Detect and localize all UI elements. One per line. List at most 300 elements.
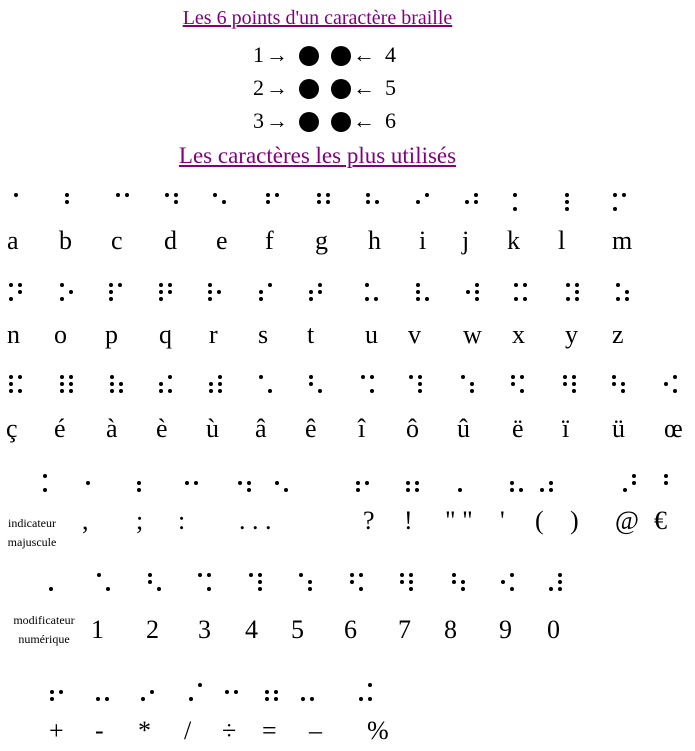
braille-dot — [65, 193, 69, 197]
arrow-right-icon: → — [266, 75, 288, 100]
braille-dot — [18, 290, 22, 294]
braille-dot — [159, 297, 163, 301]
braille-dot — [563, 375, 567, 379]
character-label: g — [315, 226, 328, 255]
braille-dot — [301, 697, 305, 701]
braille-dot — [198, 573, 202, 577]
braille-dot — [366, 200, 370, 204]
braille-dot — [465, 200, 469, 204]
character-label: c — [111, 226, 123, 255]
braille-dot — [375, 200, 379, 204]
braille-dot — [366, 193, 370, 197]
braille-dot — [168, 375, 172, 379]
arrow-right-icon: → — [266, 108, 288, 133]
character-label: 2 — [146, 615, 159, 644]
braille-dot — [356, 481, 360, 485]
braille-dot — [326, 200, 330, 204]
braille-dot — [549, 488, 553, 492]
braille-dot — [274, 697, 278, 701]
character-label: - — [95, 716, 104, 745]
character-label: q — [159, 320, 172, 349]
braille-dot — [110, 375, 114, 379]
braille-dot — [359, 573, 363, 577]
braille-dot — [207, 573, 211, 577]
braille-dot — [194, 481, 198, 485]
braille-dot — [470, 389, 474, 393]
character-label: f — [265, 226, 274, 255]
braille-dot — [109, 283, 113, 287]
braille-dot — [474, 200, 478, 204]
braille-dot — [189, 697, 193, 701]
braille-dot — [416, 200, 420, 204]
braille-dot — [14, 193, 18, 197]
braille-dot — [625, 297, 629, 301]
character-label: œ — [664, 414, 683, 443]
braille-dot — [118, 283, 122, 287]
character-label: % — [367, 716, 389, 745]
braille-dot — [370, 389, 374, 393]
character-label: 7 — [398, 615, 411, 644]
character-label: 9 — [499, 615, 512, 644]
braille-dot — [159, 389, 163, 393]
dot-row-1 — [245, 42, 415, 72]
character-label: + — [49, 716, 64, 745]
braille-dot — [218, 389, 222, 393]
character-label: é — [54, 414, 66, 443]
braille-dot-1 — [299, 46, 319, 66]
braille-dot — [673, 375, 677, 379]
braille-dot — [318, 290, 322, 294]
braille-dot — [60, 297, 64, 301]
braille-dot — [247, 488, 251, 492]
braille-dot — [572, 375, 576, 379]
dot-number-5: 5 — [385, 75, 396, 100]
braille-dot — [452, 580, 456, 584]
character-label: p — [105, 320, 118, 349]
braille-dot — [159, 382, 163, 386]
character-label: o — [54, 320, 67, 349]
character-label: , — [82, 506, 89, 535]
braille-dot — [86, 481, 90, 485]
braille-dot — [400, 580, 404, 584]
braille-dot — [664, 382, 668, 386]
braille-dot-numbering-diagram — [245, 42, 415, 138]
braille-dot — [60, 283, 64, 287]
braille-dot — [418, 375, 422, 379]
braille-dot — [365, 283, 369, 287]
braille-dot — [461, 587, 465, 591]
character-label: ê — [305, 414, 317, 443]
braille-dot — [148, 573, 152, 577]
dot-number-6: 6 — [385, 108, 396, 133]
braille-dot — [96, 697, 100, 701]
character-label: j — [462, 226, 470, 255]
braille-dot — [284, 488, 288, 492]
braille-dot — [632, 474, 636, 478]
braille-dot — [519, 488, 523, 492]
braille-dot — [208, 283, 212, 287]
character-label: / — [184, 716, 192, 745]
braille-dot — [174, 200, 178, 204]
braille-dot — [621, 389, 625, 393]
braille-dot — [566, 297, 570, 301]
braille-dot — [501, 580, 505, 584]
braille-dot — [222, 200, 226, 204]
braille-dot — [359, 587, 363, 591]
braille-dot — [621, 382, 625, 386]
character-label: z — [612, 320, 624, 349]
braille-dot — [513, 207, 517, 211]
braille-dot — [664, 474, 668, 478]
braille-dot — [50, 697, 54, 701]
character-label: . . . — [239, 506, 272, 535]
braille-dot — [510, 481, 514, 485]
braille-dot — [137, 488, 141, 492]
braille-dot-2 — [299, 79, 319, 99]
braille-dot — [213, 193, 217, 197]
character-label: ' — [500, 506, 505, 535]
braille-dot — [59, 690, 63, 694]
braille-dot — [514, 297, 518, 301]
braille-dot — [310, 697, 314, 701]
character-label: a — [7, 226, 19, 255]
braille-dot — [510, 573, 514, 577]
braille-dot — [168, 389, 172, 393]
braille-dot — [458, 488, 462, 492]
braille-dot — [309, 382, 313, 386]
braille-dot — [148, 580, 152, 584]
braille-dot — [209, 389, 213, 393]
braille-dot — [125, 193, 129, 197]
character-label: @ — [615, 506, 639, 535]
braille-dot — [452, 573, 456, 577]
braille-dot — [69, 375, 73, 379]
braille-dot — [474, 193, 478, 197]
braille-dot — [425, 297, 429, 301]
character-label: h — [368, 226, 381, 255]
braille-dot — [268, 283, 272, 287]
braille-dot — [110, 389, 114, 393]
dot-row-3 — [245, 108, 415, 138]
character-label: " " — [445, 506, 473, 535]
braille-dot — [308, 587, 312, 591]
braille-dot — [368, 683, 372, 687]
braille-dot — [350, 573, 354, 577]
braille-dot — [613, 193, 617, 197]
braille-dot — [575, 290, 579, 294]
character-label: â — [255, 414, 267, 443]
braille-dot — [622, 193, 626, 197]
braille-dot — [43, 474, 47, 478]
braille-dot — [520, 389, 524, 393]
braille-dot-3 — [299, 112, 319, 132]
section-title-common-characters: Les caractères les plus utilisés — [178, 143, 457, 168]
braille-dot-6 — [331, 112, 351, 132]
braille-dot — [137, 481, 141, 485]
character-label: ) — [570, 506, 579, 535]
braille-dot — [558, 587, 562, 591]
braille-dot — [664, 481, 668, 485]
braille-dot — [365, 297, 369, 301]
character-label: 6 — [344, 615, 357, 644]
character-label: x — [512, 320, 525, 349]
character-label: ë — [512, 414, 524, 443]
braille-dot — [510, 587, 514, 591]
braille-dot — [157, 587, 161, 591]
braille-dot — [409, 580, 413, 584]
braille-dot — [299, 573, 303, 577]
braille-dot — [616, 297, 620, 301]
character-label: è — [156, 414, 168, 443]
braille-dot — [119, 382, 123, 386]
dot-row-2 — [245, 75, 415, 105]
character-label: û — [457, 414, 470, 443]
character-label: î — [358, 414, 366, 443]
braille-dot — [258, 580, 262, 584]
braille-dot — [466, 290, 470, 294]
braille-dot-5 — [331, 79, 351, 99]
braille-dot — [563, 382, 567, 386]
braille-dot — [368, 697, 372, 701]
braille-dot-4 — [331, 46, 351, 66]
braille-dot — [540, 488, 544, 492]
braille-dot — [218, 375, 222, 379]
character-label: ü — [612, 414, 625, 443]
braille-dot — [558, 580, 562, 584]
braille-dot — [613, 207, 617, 211]
braille-dot — [69, 382, 73, 386]
braille-dot — [309, 375, 313, 379]
character-label: – — [309, 716, 322, 745]
braille-dot — [308, 580, 312, 584]
character-label: : — [178, 506, 186, 535]
braille-dot — [572, 389, 576, 393]
character-label: l — [558, 226, 566, 255]
numeric-modifier-label: modificateur numérique — [13, 613, 75, 646]
braille-dot — [218, 382, 222, 386]
braille-dot — [406, 488, 410, 492]
braille-dot — [43, 488, 47, 492]
character-label: ? — [363, 506, 375, 535]
braille-dot — [558, 573, 562, 577]
braille-dot — [575, 283, 579, 287]
braille-dot — [141, 697, 145, 701]
dot-number-2: 2 — [253, 75, 264, 100]
braille-dot — [18, 375, 22, 379]
braille-dot — [514, 283, 518, 287]
braille-dot — [258, 587, 262, 591]
braille-dot — [109, 297, 113, 301]
braille-dot — [185, 481, 189, 485]
character-label: ç — [6, 414, 18, 443]
braille-dot — [234, 690, 238, 694]
braille-dot — [361, 375, 365, 379]
braille-dot — [116, 193, 120, 197]
character-label: n — [7, 320, 20, 349]
character-label: i — [419, 226, 427, 255]
braille-dot — [309, 297, 313, 301]
braille-dot — [406, 481, 410, 485]
character-label: 0 — [547, 615, 560, 644]
braille-dot — [510, 488, 514, 492]
braille-dot — [168, 290, 172, 294]
braille-dot — [259, 290, 263, 294]
character-label: e — [216, 226, 228, 255]
braille-dot — [249, 573, 253, 577]
braille-dot — [266, 193, 270, 197]
character-label: 5 — [291, 615, 304, 644]
braille-dot — [673, 389, 677, 393]
braille-dot — [400, 573, 404, 577]
braille-dot — [416, 290, 420, 294]
braille-dot — [425, 193, 429, 197]
braille-dot — [119, 389, 123, 393]
braille-dot — [97, 573, 101, 577]
braille-dot — [259, 375, 263, 379]
braille-dot — [475, 297, 479, 301]
braille-dot — [109, 290, 113, 294]
character-label: u — [365, 320, 378, 349]
character-label: ï — [562, 414, 570, 443]
character-label: w — [463, 320, 482, 349]
character-label: * — [138, 716, 151, 745]
braille-dot — [225, 690, 229, 694]
character-label: v — [408, 320, 421, 349]
braille-dot — [69, 389, 73, 393]
braille-dot — [625, 290, 629, 294]
braille-dot — [9, 389, 13, 393]
braille-dot — [110, 382, 114, 386]
braille-dot — [208, 297, 212, 301]
character-label: t — [307, 320, 315, 349]
braille-dot — [470, 382, 474, 386]
braille-dot — [523, 297, 527, 301]
braille-dot — [18, 283, 22, 287]
braille-dot — [374, 297, 378, 301]
braille-dot — [217, 290, 221, 294]
braille-dot — [65, 200, 69, 204]
arrow-left-icon: ← — [353, 75, 375, 100]
braille-dot — [549, 481, 553, 485]
braille-dot — [575, 297, 579, 301]
braille-dot — [105, 697, 109, 701]
character-label: y — [565, 320, 578, 349]
character-label: 8 — [444, 615, 457, 644]
braille-dot — [165, 193, 169, 197]
character-label: ( — [535, 506, 544, 535]
braille-dot — [461, 580, 465, 584]
braille-dot — [409, 587, 413, 591]
character-label: k — [507, 226, 520, 255]
braille-dot — [350, 580, 354, 584]
braille-dot — [49, 587, 53, 591]
braille-dot — [409, 573, 413, 577]
braille-dot — [150, 690, 154, 694]
braille-dot — [258, 573, 262, 577]
character-label: d — [164, 226, 177, 255]
character-label: ù — [206, 414, 219, 443]
braille-dot — [18, 389, 22, 393]
braille-dot — [268, 389, 272, 393]
braille-dot — [616, 283, 620, 287]
braille-dot — [370, 375, 374, 379]
braille-dot — [416, 283, 420, 287]
braille-dot — [265, 690, 269, 694]
braille-dot — [60, 382, 64, 386]
braille-dot — [565, 200, 569, 204]
braille-dot — [238, 481, 242, 485]
braille-dot — [475, 283, 479, 287]
braille-dot — [50, 690, 54, 694]
braille-dot — [317, 193, 321, 197]
braille-dot — [623, 488, 627, 492]
braille-dot — [513, 193, 517, 197]
braille-dot — [326, 193, 330, 197]
braille-dot — [69, 290, 73, 294]
braille-dot — [259, 297, 263, 301]
capital-indicator-label: indicateur majuscule — [7, 516, 57, 549]
braille-dot — [356, 488, 360, 492]
braille-dot — [209, 382, 213, 386]
braille-dot — [318, 389, 322, 393]
character-label: 1 — [91, 615, 104, 644]
braille-dot — [207, 587, 211, 591]
dot-number-1: 1 — [253, 42, 264, 67]
arrow-left-icon: ← — [353, 108, 375, 133]
braille-dot — [418, 389, 422, 393]
braille-dot — [208, 290, 212, 294]
braille-dot — [198, 683, 202, 687]
character-label: ÷ — [222, 716, 237, 745]
braille-dot — [511, 382, 515, 386]
braille-dot — [549, 587, 553, 591]
braille-dot — [9, 283, 13, 287]
braille-dot — [365, 481, 369, 485]
arrow-right-icon: → — [266, 42, 288, 67]
braille-dot — [359, 697, 363, 701]
character-label: 4 — [245, 615, 258, 644]
braille-dot — [275, 481, 279, 485]
braille-dot — [309, 290, 313, 294]
character-label: ô — [406, 414, 419, 443]
braille-dot — [247, 481, 251, 485]
dot-number-4: 4 — [385, 42, 396, 67]
braille-dot — [60, 375, 64, 379]
character-label: b — [59, 226, 72, 255]
braille-dot — [159, 283, 163, 287]
braille-dot — [461, 375, 465, 379]
braille-dot — [274, 690, 278, 694]
braille-dot — [418, 382, 422, 386]
braille-dot — [318, 283, 322, 287]
character-label: m — [612, 226, 633, 255]
character-label: ! — [404, 506, 413, 535]
braille-dot — [523, 283, 527, 287]
character-label: s — [258, 320, 269, 349]
braille-dot — [174, 193, 178, 197]
braille-dot — [106, 587, 110, 591]
braille-dot — [415, 481, 419, 485]
braille-dot — [565, 193, 569, 197]
character-label: r — [209, 320, 218, 349]
braille-dot — [409, 375, 413, 379]
character-label: ; — [136, 506, 144, 535]
braille-dot — [275, 193, 279, 197]
dot-number-3: 3 — [253, 108, 264, 133]
braille-dot — [566, 283, 570, 287]
braille-dot — [168, 283, 172, 287]
braille-dot — [9, 297, 13, 301]
